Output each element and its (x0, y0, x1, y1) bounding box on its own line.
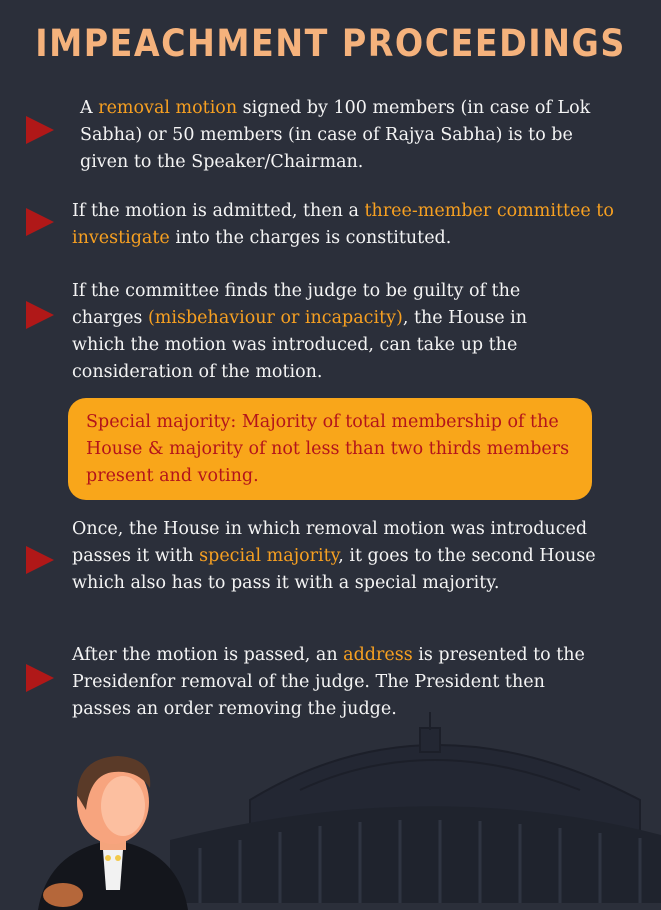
step-text-part: , it goes to the second House which also has to pass it with a special majority. (72, 546, 596, 593)
step-text-part: is presented to the Presidenfor removal of the judge. The President then passes an order removing the judge. (72, 645, 585, 719)
highlight-special-majority: special majority (199, 546, 339, 566)
triangle-bullet-icon (26, 208, 54, 236)
step-text-part: After the motion is passed, an (72, 645, 344, 665)
step-text (72, 642, 602, 723)
highlight-committee: three-member committee to investigate (72, 201, 614, 248)
callout-text: Special majority: Majority of total membership of the House & majority of not less than two thirds members present and voting. (86, 412, 570, 486)
highlight-removal-motion: removal motion (98, 98, 238, 118)
special-majority-callout (68, 398, 592, 500)
step-text-part: A (80, 98, 99, 118)
judge-illustration (28, 740, 198, 910)
step-text (72, 516, 627, 597)
triangle-bullet-icon (26, 116, 54, 144)
step-text-part: into the charges is constituted. (169, 228, 452, 248)
step-text-part: If the motion is admitted, then a (72, 201, 365, 221)
step-text-part: signed by 100 members (in case of Lok Sabha) or 50 members (in case of Rajya Sabha) is to be given to the Speaker/Chairman. (80, 98, 591, 172)
highlight-address: address (343, 645, 413, 665)
step-text-part: Once, the House in which removal motion was introduced passes it with (72, 519, 588, 566)
step-text (80, 95, 625, 176)
highlight-misbehaviour: (misbehaviour or incapacity) (147, 308, 403, 328)
step-text (72, 278, 572, 386)
step-text-part: , the House in which the motion was introduced, can take up the consideration of the motion. (72, 308, 527, 382)
step-text-part: If the committee finds the judge to be guilty of the charges (72, 281, 521, 328)
triangle-bullet-icon (26, 301, 54, 329)
step-text (72, 198, 632, 252)
triangle-bullet-icon (26, 664, 54, 692)
triangle-bullet-icon (26, 546, 54, 574)
page-title: IMPEACHMENT PROCEEDINGS (35, 22, 626, 65)
